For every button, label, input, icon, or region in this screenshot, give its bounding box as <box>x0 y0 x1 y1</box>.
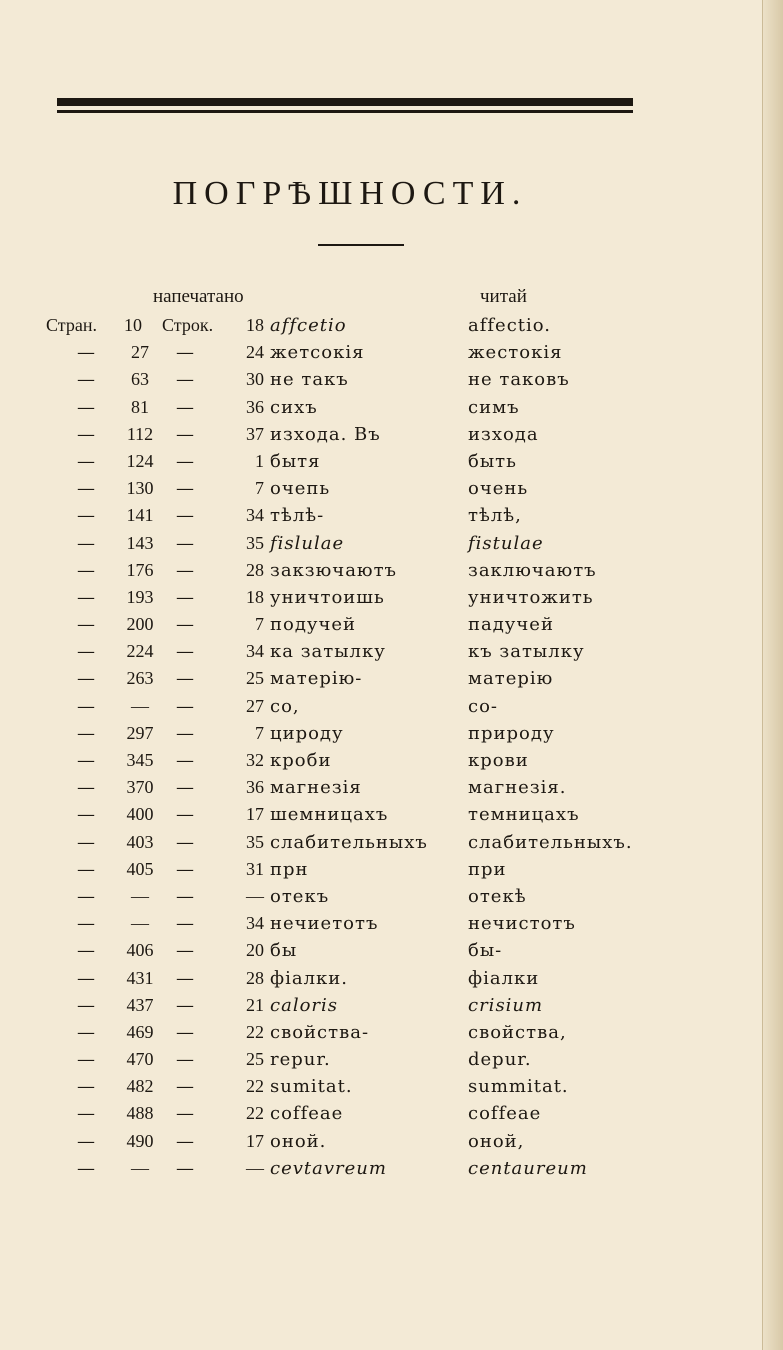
row-dash: — <box>77 532 95 554</box>
row-dash: — <box>77 396 95 418</box>
printed-text: уничтоишь <box>270 586 385 608</box>
line-number: 28 <box>246 559 264 580</box>
row-dash: — <box>176 1049 194 1071</box>
correct-text: coffeae <box>468 1103 542 1125</box>
correct-text: уничтожить <box>468 586 594 608</box>
row-dash: — <box>77 559 95 581</box>
errata-row <box>0 937 700 964</box>
row-dash: — <box>77 478 95 500</box>
errata-row <box>0 1100 700 1127</box>
row-dash: — <box>176 478 194 500</box>
page-number: 224 <box>126 641 154 662</box>
row-dash: — <box>176 695 194 717</box>
row-dash: — <box>176 994 194 1016</box>
row-dash: — <box>77 940 95 962</box>
line-number: 17 <box>246 1130 264 1151</box>
row-dash: — <box>176 858 194 880</box>
errata-row <box>0 747 700 774</box>
page-edge <box>762 0 783 1350</box>
errata-row <box>0 1073 700 1100</box>
page-number: 193 <box>126 586 154 607</box>
errata-row <box>0 720 700 747</box>
printed-text: repur. <box>270 1049 331 1071</box>
page-title: ПОГРѢШНОСТИ. <box>172 175 528 212</box>
correct-text: матерію <box>468 668 554 690</box>
printed-text: кроби <box>270 750 332 771</box>
row-dash: — <box>176 641 194 663</box>
correct-text: жестокія <box>468 342 563 364</box>
row-dash: — <box>77 750 95 771</box>
line-number: 25 <box>246 668 264 689</box>
row-dash: — <box>176 804 194 826</box>
printed-text: бы <box>270 940 298 962</box>
line-number: 22 <box>246 1076 264 1097</box>
page-number: 27 <box>131 342 149 363</box>
errata-row <box>0 1046 700 1073</box>
errata-row <box>0 883 700 910</box>
row-dash: — <box>176 532 194 554</box>
printed-text: fislulae <box>270 532 345 554</box>
row-dash: — <box>176 450 194 472</box>
row-dash: — <box>176 1103 194 1125</box>
correct-text: summitat. <box>468 1076 569 1098</box>
line-number: 18 <box>246 315 264 335</box>
row-dash: — <box>176 614 194 636</box>
printed-text: со, <box>270 695 300 717</box>
row-dash: — <box>77 450 95 472</box>
line-number: 20 <box>246 940 264 961</box>
printed-text: цироду <box>270 722 344 744</box>
errata-row <box>0 421 700 448</box>
header-rule-thin <box>57 110 633 113</box>
page-label: Стран. <box>46 315 97 335</box>
errata-row <box>0 910 700 937</box>
page-number: 10 <box>124 315 142 335</box>
line-number: 27 <box>246 695 264 716</box>
printed-text: свойства- <box>270 1021 370 1043</box>
errata-row <box>0 992 700 1019</box>
page-number: 405 <box>126 858 154 879</box>
printed-text: магнезія <box>270 777 362 799</box>
line-number: 25 <box>246 1049 264 1070</box>
row-dash: — <box>77 1076 95 1098</box>
line-number: 35 <box>246 532 264 553</box>
correct-text: свойства, <box>468 1021 567 1043</box>
row-dash: — <box>176 423 194 445</box>
correct-text: fistulae <box>468 532 544 554</box>
row-dash: — <box>77 1021 95 1043</box>
correct-text: оной, <box>468 1130 525 1152</box>
correct-text: къ затылку <box>468 641 585 663</box>
errata-table <box>0 312 700 1182</box>
title-underline <box>318 244 404 246</box>
row-dash: — <box>77 614 95 636</box>
correct-text: природу <box>468 722 555 744</box>
correct-text: магнезія. <box>468 777 567 799</box>
line-number: 1 <box>255 450 264 471</box>
row-dash: — <box>176 342 194 364</box>
row-dash: — <box>77 695 95 717</box>
printed-text: закзючаютъ <box>270 559 397 581</box>
errata-row <box>0 448 700 475</box>
page-number: 200 <box>126 614 154 635</box>
printed-text: фіалки. <box>270 967 348 989</box>
line-number: 7 <box>255 722 264 743</box>
row-dash: — <box>77 967 95 989</box>
row-dash: — <box>176 1157 194 1179</box>
correct-text: тѣлѣ, <box>468 505 522 527</box>
correct-text: crisium <box>468 994 544 1016</box>
line-number: 32 <box>246 750 264 770</box>
line-number: 28 <box>246 967 264 988</box>
header-rule-thick <box>57 98 633 106</box>
correct-text: очень <box>468 478 529 500</box>
row-dash: — <box>77 913 95 935</box>
page-number: 141 <box>126 505 154 526</box>
line-number: 17 <box>246 804 264 825</box>
correct-text: depur. <box>468 1049 532 1071</box>
row-dash: — <box>77 858 95 880</box>
row-dash: — <box>176 722 194 744</box>
row-dash: — <box>176 369 194 391</box>
errata-row <box>0 557 700 584</box>
correct-text: изхода <box>468 423 539 445</box>
row-dash: — <box>77 777 95 799</box>
row-dash: — <box>77 1157 95 1179</box>
page-number: 345 <box>126 750 154 770</box>
page-number: 370 <box>126 777 154 798</box>
correct-text: симъ <box>468 396 520 418</box>
errata-row <box>0 774 700 801</box>
errata-row-first <box>0 312 700 339</box>
printed-text: sumitat. <box>270 1076 353 1098</box>
page-number: — <box>131 1157 149 1178</box>
printed-text: тѣлѣ- <box>270 505 325 527</box>
row-dash: — <box>77 722 95 744</box>
row-dash: — <box>176 777 194 799</box>
printed-text: сихъ <box>270 396 318 418</box>
page-number: — <box>131 913 149 934</box>
row-dash: — <box>176 1021 194 1043</box>
row-dash: — <box>176 668 194 690</box>
printed-text: caloris <box>270 994 339 1016</box>
page-number: 81 <box>131 396 149 417</box>
row-dash: — <box>77 804 95 826</box>
line-number: 22 <box>246 1021 264 1042</box>
correct-text: centaureum <box>468 1157 588 1179</box>
row-dash: — <box>77 1103 95 1125</box>
correct-text: со- <box>468 695 498 717</box>
page-number: 297 <box>126 722 154 743</box>
row-dash: — <box>77 1049 95 1071</box>
errata-row <box>0 611 700 638</box>
page-number: 470 <box>126 1049 154 1070</box>
page-number: 63 <box>131 369 149 390</box>
line-number: — <box>246 885 264 906</box>
correct-text: крови <box>468 750 529 771</box>
row-dash: — <box>176 586 194 608</box>
line-number: 34 <box>246 505 264 526</box>
printed-text: подучей <box>270 614 357 636</box>
printed-text: очепь <box>270 478 331 500</box>
page-number: 143 <box>126 532 154 553</box>
row-dash: — <box>176 913 194 935</box>
line-number: — <box>246 1157 264 1178</box>
page-number: 124 <box>126 450 154 471</box>
page-number: 400 <box>126 804 154 825</box>
errata-row <box>0 665 700 692</box>
correct-text: отекѣ <box>468 885 527 907</box>
printed-text: бытя <box>270 450 321 472</box>
printed-text: оной. <box>270 1130 327 1152</box>
page-number: 488 <box>126 1103 154 1124</box>
printed-text: изхода. Въ <box>270 423 381 445</box>
printed-text: affcetio <box>270 315 347 336</box>
line-number: 30 <box>246 369 264 390</box>
correct-text: быть <box>468 450 517 472</box>
row-dash: — <box>176 750 194 771</box>
line-number: 34 <box>246 913 264 934</box>
row-dash: — <box>176 831 194 853</box>
column-header-printed: напечатано <box>153 286 244 307</box>
page-number: 437 <box>126 994 154 1015</box>
correct-text: бы- <box>468 940 503 962</box>
errata-row <box>0 366 700 393</box>
line-number: 31 <box>246 858 264 879</box>
correct-text: нечистотъ <box>468 913 576 935</box>
printed-text: отекъ <box>270 885 330 907</box>
errata-row <box>0 1128 700 1155</box>
errata-row <box>0 1155 700 1182</box>
page-number: 263 <box>126 668 154 689</box>
line-label: Строк. <box>162 315 214 335</box>
row-dash: — <box>77 423 95 445</box>
page-number: — <box>131 695 149 716</box>
row-dash: — <box>176 1130 194 1152</box>
row-dash: — <box>176 940 194 962</box>
printed-text: шемницахъ <box>270 804 389 826</box>
column-header-read: читай <box>480 286 527 307</box>
page-number: 431 <box>126 967 154 988</box>
printed-text: слабительныхъ <box>270 831 428 853</box>
line-number: 18 <box>246 586 264 607</box>
errata-row <box>0 829 700 856</box>
line-number: 34 <box>246 641 264 662</box>
row-dash: — <box>77 831 95 853</box>
row-dash: — <box>176 505 194 527</box>
printed-text: матерію- <box>270 668 363 690</box>
row-dash: — <box>77 586 95 608</box>
errata-row <box>0 475 700 502</box>
page-number: 403 <box>126 831 154 852</box>
row-dash: — <box>77 668 95 690</box>
line-number: 36 <box>246 396 264 417</box>
errata-row <box>0 394 700 421</box>
correct-text: заключаютъ <box>468 559 597 581</box>
printed-text: нечиетотъ <box>270 913 379 935</box>
line-number: 7 <box>255 478 264 499</box>
correct-text: при <box>468 858 507 880</box>
page-number: 176 <box>126 559 154 580</box>
errata-row <box>0 965 700 992</box>
printed-text: прн <box>270 858 309 880</box>
printed-text: ка затылку <box>270 641 386 663</box>
row-dash: — <box>176 396 194 418</box>
row-dash: — <box>77 641 95 663</box>
row-dash: — <box>77 994 95 1016</box>
line-number: 35 <box>246 831 264 852</box>
errata-row <box>0 530 700 557</box>
errata-row <box>0 693 700 720</box>
page-number: 130 <box>126 478 154 499</box>
printed-text: не такъ <box>270 369 349 391</box>
row-dash: — <box>176 967 194 989</box>
errata-row <box>0 1019 700 1046</box>
correct-text: affectio. <box>468 315 552 336</box>
row-dash: — <box>176 1076 194 1098</box>
correct-text: слабительныхъ. <box>468 831 633 853</box>
line-number: 24 <box>246 342 264 363</box>
row-dash: — <box>77 885 95 907</box>
correct-text: падучей <box>468 614 554 636</box>
row-dash: — <box>77 505 95 527</box>
correct-text: фіалки <box>468 967 540 989</box>
page-number: 469 <box>126 1021 154 1042</box>
line-number: 36 <box>246 777 264 798</box>
page-number: 406 <box>126 940 154 961</box>
printed-text: жетсокія <box>270 342 365 364</box>
errata-row <box>0 502 700 529</box>
errata-row <box>0 584 700 611</box>
errata-row <box>0 801 700 828</box>
page-number: 490 <box>126 1130 154 1151</box>
row-dash: — <box>77 1130 95 1152</box>
line-number: 21 <box>246 994 264 1015</box>
line-number: 37 <box>246 423 264 444</box>
correct-text: не таковъ <box>468 369 570 391</box>
page-number: — <box>131 885 149 906</box>
line-number: 22 <box>246 1103 264 1124</box>
row-dash: — <box>176 885 194 907</box>
errata-row <box>0 339 700 366</box>
printed-text: coffeae <box>270 1103 344 1125</box>
printed-text: cevtavreum <box>270 1157 387 1179</box>
line-number: 7 <box>255 614 264 635</box>
errata-row <box>0 856 700 883</box>
row-dash: — <box>77 369 95 391</box>
row-dash: — <box>77 342 95 364</box>
errata-row <box>0 638 700 665</box>
page-number: 112 <box>126 423 154 444</box>
row-dash: — <box>176 559 194 581</box>
correct-text: темницахъ <box>468 804 580 826</box>
page-number: 482 <box>126 1076 154 1097</box>
